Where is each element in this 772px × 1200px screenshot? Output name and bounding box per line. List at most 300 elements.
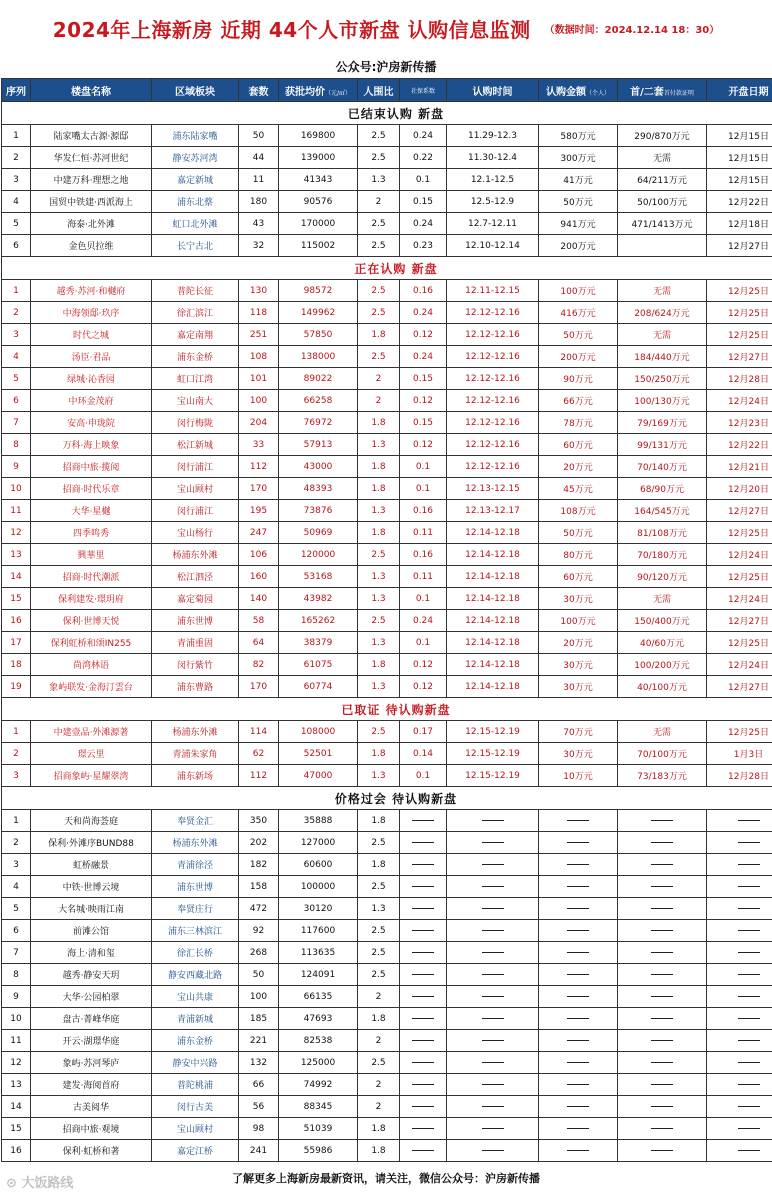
cell-district: 闵行古美 <box>152 1096 239 1118</box>
empty-dash <box>738 1040 760 1041</box>
cell-units: 160 <box>239 566 279 588</box>
cell-ratio: 2 <box>358 390 400 412</box>
cell-social-coef <box>400 876 447 898</box>
cell-units: 170 <box>239 478 279 500</box>
empty-dash <box>482 1084 504 1085</box>
cell-project-name: 绿城·沁香园 <box>31 368 152 390</box>
cell-district: 浦东金桥 <box>152 346 239 368</box>
cell-subscribe-amount <box>539 810 618 832</box>
cell-index: 4 <box>2 191 31 213</box>
cell-social-coef: 0.16 <box>400 544 447 566</box>
cell-ratio: 1.8 <box>358 522 400 544</box>
cell-units: 82 <box>239 654 279 676</box>
cell-project-name: 璟云里 <box>31 743 152 765</box>
cell-district: 宝山顾村 <box>152 1118 239 1140</box>
empty-dash <box>412 1128 434 1129</box>
cell-units: 50 <box>239 125 279 147</box>
cell-social-coef: 0.24 <box>400 125 447 147</box>
cell-subscribe-time: 12.12-12.16 <box>447 368 539 390</box>
table-row <box>2 743 772 765</box>
page-title-bar <box>0 0 772 56</box>
cell-ratio: 2 <box>358 1074 400 1096</box>
cell-social-coef: 0.23 <box>400 235 447 257</box>
empty-dash <box>567 952 589 953</box>
empty-dash <box>482 1062 504 1063</box>
cell-project-name: 招商象屿·星耀翠湾 <box>31 765 152 787</box>
table-row <box>2 832 772 854</box>
cell-social-coef: 0.1 <box>400 765 447 787</box>
cell-social-coef: 0.16 <box>400 280 447 302</box>
table-row <box>2 456 772 478</box>
cell-project-name: 保利·虹桥和著 <box>31 1140 152 1162</box>
cell-subscribe-time <box>447 920 539 942</box>
cell-district: 青浦朱家角 <box>152 743 239 765</box>
empty-dash <box>651 1018 673 1019</box>
cell-units: 170 <box>239 676 279 698</box>
cell-units: 241 <box>239 1140 279 1162</box>
cell-social-coef: 0.1 <box>400 588 447 610</box>
cell-open-date: 12月25日 <box>707 324 772 346</box>
empty-dash <box>567 1040 589 1041</box>
table-row <box>2 478 772 500</box>
cell-avg-price: 57913 <box>279 434 358 456</box>
cell-units: 158 <box>239 876 279 898</box>
cell-open-date: 12月25日 <box>707 566 772 588</box>
cell-first-second: 68/90万元 <box>618 478 707 500</box>
table-row <box>2 191 772 213</box>
cell-district: 浦东世博 <box>152 610 239 632</box>
cell-ratio: 2.5 <box>358 302 400 324</box>
cell-social-coef: 0.16 <box>400 500 447 522</box>
empty-dash <box>482 908 504 909</box>
cell-units: 32 <box>239 235 279 257</box>
cell-open-date <box>707 832 772 854</box>
cell-subscribe-time: 12.1-12.5 <box>447 169 539 191</box>
cell-index: 2 <box>2 832 31 854</box>
footer-note: 了解更多上海新房最新资讯，请关注，微信公众号：沪房新传播 <box>232 1172 540 1185</box>
cell-units: 98 <box>239 1118 279 1140</box>
cell-project-name: 海上·清和玺 <box>31 942 152 964</box>
cell-subscribe-amount: 30万元 <box>539 676 618 698</box>
cell-first-second: 40/100万元 <box>618 676 707 698</box>
empty-dash <box>482 1128 504 1129</box>
cell-avg-price: 74992 <box>279 1074 358 1096</box>
cell-open-date: 12月20日 <box>707 478 772 500</box>
cell-open-date: 12月15日 <box>707 169 772 191</box>
cell-first-second: 无需 <box>618 324 707 346</box>
cell-subscribe-amount <box>539 1052 618 1074</box>
cell-social-coef <box>400 986 447 1008</box>
cell-open-date: 12月22日 <box>707 191 772 213</box>
cell-subscribe-amount <box>539 920 618 942</box>
cell-subscribe-amount: 41万元 <box>539 169 618 191</box>
cell-subscribe-time <box>447 1030 539 1052</box>
cell-project-name: 中环金茂府 <box>31 390 152 412</box>
cell-district: 徐汇长桥 <box>152 942 239 964</box>
cell-social-coef: 0.12 <box>400 390 447 412</box>
table-row <box>2 721 772 743</box>
cell-social-coef <box>400 1052 447 1074</box>
cell-social-coef <box>400 942 447 964</box>
cell-district: 嘉定江桥 <box>152 1140 239 1162</box>
cell-subscribe-time <box>447 854 539 876</box>
cell-open-date <box>707 1008 772 1030</box>
table-row <box>2 544 772 566</box>
cell-district: 静安中兴路 <box>152 1052 239 1074</box>
cell-project-name: 越秀·静安天玥 <box>31 964 152 986</box>
cell-units: 118 <box>239 302 279 324</box>
cell-units: 130 <box>239 280 279 302</box>
cell-open-date: 12月25日 <box>707 280 772 302</box>
cell-subscribe-amount: 100万元 <box>539 280 618 302</box>
cell-social-coef: 0.12 <box>400 434 447 456</box>
cell-district: 青浦新城 <box>152 1008 239 1030</box>
cell-subscribe-time: 12.5-12.9 <box>447 191 539 213</box>
cell-district: 普陀桃浦 <box>152 1074 239 1096</box>
cell-ratio: 2.5 <box>358 213 400 235</box>
cell-district: 静安西藏北路 <box>152 964 239 986</box>
empty-dash <box>738 1084 760 1085</box>
table-row <box>2 1052 772 1074</box>
cell-ratio: 1.8 <box>358 1118 400 1140</box>
cell-avg-price: 113635 <box>279 942 358 964</box>
cell-index: 12 <box>2 522 31 544</box>
table-row <box>2 368 772 390</box>
cell-subscribe-amount <box>539 876 618 898</box>
cell-project-name: 招商·时代潮派 <box>31 566 152 588</box>
table-row <box>2 986 772 1008</box>
cell-district: 宝山南大 <box>152 390 239 412</box>
cell-avg-price: 88345 <box>279 1096 358 1118</box>
cell-project-name: 盘古·菁峰华庭 <box>31 1008 152 1030</box>
cell-index: 17 <box>2 632 31 654</box>
cell-open-date: 12月27日 <box>707 235 772 257</box>
cell-subscribe-amount: 108万元 <box>539 500 618 522</box>
cell-first-second: 290/870万元 <box>618 125 707 147</box>
cell-ratio: 2.5 <box>358 964 400 986</box>
cell-subscribe-time <box>447 832 539 854</box>
cell-subscribe-amount <box>539 1074 618 1096</box>
cell-avg-price: 47693 <box>279 1008 358 1030</box>
cell-open-date: 12月21日 <box>707 456 772 478</box>
cell-subscribe-amount: 60万元 <box>539 566 618 588</box>
cell-district: 宝山杨行 <box>152 522 239 544</box>
cell-units: 112 <box>239 456 279 478</box>
cell-district: 长宁古北 <box>152 235 239 257</box>
cell-subscribe-time: 12.14-12.18 <box>447 544 539 566</box>
cell-first-second: 164/545万元 <box>618 500 707 522</box>
cell-index: 3 <box>2 324 31 346</box>
cell-index: 11 <box>2 1030 31 1052</box>
cell-index: 16 <box>2 610 31 632</box>
empty-dash <box>567 1128 589 1129</box>
cell-units: 43 <box>239 213 279 235</box>
cell-project-name: 大华·星樾 <box>31 500 152 522</box>
cell-social-coef: 0.1 <box>400 478 447 500</box>
cell-avg-price: 90576 <box>279 191 358 213</box>
cell-district: 杨浦东外滩 <box>152 544 239 566</box>
cell-district: 松江新城 <box>152 434 239 456</box>
cell-subscribe-amount <box>539 1096 618 1118</box>
cell-avg-price: 52501 <box>279 743 358 765</box>
cell-first-second: 50/100万元 <box>618 191 707 213</box>
cell-open-date: 12月25日 <box>707 721 772 743</box>
cell-open-date <box>707 810 772 832</box>
cell-project-name: 興華里 <box>31 544 152 566</box>
empty-dash <box>412 1018 434 1019</box>
cell-district: 杨浦东外滩 <box>152 832 239 854</box>
cell-first-second: 70/140万元 <box>618 456 707 478</box>
empty-dash <box>738 930 760 931</box>
cell-subscribe-amount <box>539 942 618 964</box>
empty-dash <box>738 952 760 953</box>
cell-avg-price: 50969 <box>279 522 358 544</box>
cell-avg-price: 115002 <box>279 235 358 257</box>
cell-avg-price: 66258 <box>279 390 358 412</box>
cell-project-name: 开云·湖璟华庭 <box>31 1030 152 1052</box>
empty-dash <box>651 864 673 865</box>
empty-dash <box>738 908 760 909</box>
cell-subscribe-time: 12.13-12.17 <box>447 500 539 522</box>
cell-subscribe-amount: 60万元 <box>539 434 618 456</box>
cell-first-second: 无需 <box>618 721 707 743</box>
cell-district: 虹口江湾 <box>152 368 239 390</box>
table-row <box>2 1140 772 1162</box>
cell-units: 100 <box>239 986 279 1008</box>
table-row <box>2 235 772 257</box>
cell-subscribe-amount: 66万元 <box>539 390 618 412</box>
table-row <box>2 412 772 434</box>
empty-dash <box>651 1150 673 1151</box>
empty-dash <box>567 864 589 865</box>
cell-open-date: 12月28日 <box>707 765 772 787</box>
cell-open-date: 12月23日 <box>707 412 772 434</box>
cell-subscribe-amount: 416万元 <box>539 302 618 324</box>
empty-dash <box>482 952 504 953</box>
cell-units: 114 <box>239 721 279 743</box>
table-row <box>2 213 772 235</box>
cell-ratio: 1.8 <box>358 810 400 832</box>
cell-open-date: 12月24日 <box>707 544 772 566</box>
table-row <box>2 390 772 412</box>
cell-subscribe-time <box>447 1118 539 1140</box>
col-header-open-date: 开盘日期 <box>707 79 772 102</box>
cell-ratio: 1.8 <box>358 478 400 500</box>
cell-project-name: 陆家嘴太古源·源邸 <box>31 125 152 147</box>
empty-dash <box>482 820 504 821</box>
empty-dash <box>412 930 434 931</box>
empty-dash <box>482 1106 504 1107</box>
cell-open-date: 12月24日 <box>707 588 772 610</box>
listing-table <box>1 78 772 1162</box>
cell-index: 15 <box>2 1118 31 1140</box>
cell-index: 9 <box>2 456 31 478</box>
cell-index: 14 <box>2 566 31 588</box>
empty-dash <box>567 842 589 843</box>
table-row <box>2 810 772 832</box>
cell-project-name: 越秀·苏河·和樾府 <box>31 280 152 302</box>
cell-subscribe-time <box>447 876 539 898</box>
cell-project-name: 国贸中铁建·西派海上 <box>31 191 152 213</box>
cell-subscribe-amount: 30万元 <box>539 743 618 765</box>
cell-open-date <box>707 1118 772 1140</box>
cell-subscribe-amount: 30万元 <box>539 654 618 676</box>
cell-avg-price: 139000 <box>279 147 358 169</box>
cell-avg-price: 149962 <box>279 302 358 324</box>
cell-ratio: 2.5 <box>358 280 400 302</box>
empty-dash <box>482 930 504 931</box>
cell-first-second <box>618 1118 707 1140</box>
cell-district: 静安苏河湾 <box>152 147 239 169</box>
empty-dash <box>482 886 504 887</box>
cell-project-name: 象屿·苏河琴庐 <box>31 1052 152 1074</box>
cell-district: 闵行梅陇 <box>152 412 239 434</box>
cell-subscribe-time: 12.14-12.18 <box>447 610 539 632</box>
cell-first-second: 81/108万元 <box>618 522 707 544</box>
table-row <box>2 920 772 942</box>
cell-ratio: 2.5 <box>358 721 400 743</box>
cell-avg-price: 98572 <box>279 280 358 302</box>
cell-ratio: 2.5 <box>358 1052 400 1074</box>
cell-subscribe-amount: 941万元 <box>539 213 618 235</box>
cell-open-date: 12月24日 <box>707 390 772 412</box>
cell-index: 3 <box>2 854 31 876</box>
col-header-first-second: 首/二套首付款证明 <box>618 79 707 102</box>
empty-dash <box>412 1150 434 1151</box>
cell-subscribe-time <box>447 942 539 964</box>
cell-district: 浦东世博 <box>152 876 239 898</box>
cell-index: 1 <box>2 125 31 147</box>
cell-units: 132 <box>239 1052 279 1074</box>
table-header-row <box>2 79 772 102</box>
cell-project-name: 保利建发·璟玥府 <box>31 588 152 610</box>
cell-social-coef <box>400 832 447 854</box>
cell-social-coef: 0.14 <box>400 743 447 765</box>
cell-index: 9 <box>2 986 31 1008</box>
cell-units: 56 <box>239 1096 279 1118</box>
cell-avg-price: 73876 <box>279 500 358 522</box>
cell-units: 112 <box>239 765 279 787</box>
empty-dash <box>482 974 504 975</box>
empty-dash <box>567 886 589 887</box>
empty-dash <box>651 974 673 975</box>
cell-social-coef: 0.15 <box>400 412 447 434</box>
cell-district: 嘉定菊园 <box>152 588 239 610</box>
cell-first-second: 471/1413万元 <box>618 213 707 235</box>
cell-first-second <box>618 1074 707 1096</box>
cell-subscribe-amount: 100万元 <box>539 610 618 632</box>
cell-index: 18 <box>2 654 31 676</box>
cell-index: 1 <box>2 721 31 743</box>
cell-project-name: 金色贝拉维 <box>31 235 152 257</box>
cell-project-name: 招商·时代乐章 <box>31 478 152 500</box>
cell-subscribe-time <box>447 1008 539 1030</box>
cell-first-second <box>618 810 707 832</box>
cell-social-coef <box>400 854 447 876</box>
empty-dash <box>567 996 589 997</box>
page-title: 2024年上海新房 近期 44个人市新盘 认购信息监测 <box>52 17 531 42</box>
cell-subscribe-time: 11.29-12.3 <box>447 125 539 147</box>
cell-first-second <box>618 964 707 986</box>
col-header-units: 套数 <box>239 79 279 102</box>
cell-ratio: 1.3 <box>358 588 400 610</box>
cell-avg-price: 125000 <box>279 1052 358 1074</box>
col-header-price: 获批均价（元/㎡） <box>279 79 358 102</box>
cell-district: 浦东金桥 <box>152 1030 239 1052</box>
cell-subscribe-time <box>447 1140 539 1162</box>
cell-units: 182 <box>239 854 279 876</box>
cell-avg-price: 30120 <box>279 898 358 920</box>
table-row <box>2 942 772 964</box>
empty-dash <box>738 820 760 821</box>
cell-open-date: 12月27日 <box>707 346 772 368</box>
cell-project-name: 万科·海上映象 <box>31 434 152 456</box>
cell-index: 10 <box>2 1008 31 1030</box>
cell-first-second <box>618 876 707 898</box>
cell-subscribe-amount: 80万元 <box>539 544 618 566</box>
cell-avg-price: 89022 <box>279 368 358 390</box>
cell-subscribe-time: 12.15-12.19 <box>447 743 539 765</box>
cell-units: 221 <box>239 1030 279 1052</box>
cell-units: 66 <box>239 1074 279 1096</box>
cell-ratio: 2.5 <box>358 942 400 964</box>
cell-open-date <box>707 898 772 920</box>
cell-district: 闵行浦江 <box>152 500 239 522</box>
cell-ratio: 2 <box>358 986 400 1008</box>
cell-district: 宝山共康 <box>152 986 239 1008</box>
cell-units: 101 <box>239 368 279 390</box>
cell-subscribe-amount <box>539 986 618 1008</box>
col-header-name: 楼盘名称 <box>31 79 152 102</box>
table-row <box>2 434 772 456</box>
cell-subscribe-time: 12.12-12.16 <box>447 346 539 368</box>
cell-ratio: 2.5 <box>358 832 400 854</box>
cell-index: 6 <box>2 390 31 412</box>
cell-project-name: 时代之城 <box>31 324 152 346</box>
cell-subscribe-time <box>447 1074 539 1096</box>
cell-subscribe-amount: 50万元 <box>539 324 618 346</box>
cell-subscribe-amount <box>539 1030 618 1052</box>
cell-first-second <box>618 1096 707 1118</box>
cell-subscribe-amount: 200万元 <box>539 346 618 368</box>
empty-dash <box>567 820 589 821</box>
cell-social-coef: 0.24 <box>400 346 447 368</box>
table-row <box>2 964 772 986</box>
cell-subscribe-time <box>447 964 539 986</box>
cell-ratio: 1.8 <box>358 456 400 478</box>
cell-first-second <box>618 986 707 1008</box>
cell-subscribe-amount <box>539 832 618 854</box>
table-row <box>2 1096 772 1118</box>
cell-units: 106 <box>239 544 279 566</box>
empty-dash <box>412 1084 434 1085</box>
cell-social-coef <box>400 920 447 942</box>
cell-social-coef: 0.17 <box>400 721 447 743</box>
cell-open-date: 12月25日 <box>707 522 772 544</box>
cell-subscribe-time: 12.14-12.18 <box>447 588 539 610</box>
cell-avg-price: 108000 <box>279 721 358 743</box>
empty-dash <box>738 974 760 975</box>
cell-subscribe-time: 12.12-12.16 <box>447 456 539 478</box>
cell-social-coef <box>400 810 447 832</box>
cell-avg-price: 100000 <box>279 876 358 898</box>
cell-subscribe-amount: 50万元 <box>539 191 618 213</box>
cell-project-name: 建发·海阅首府 <box>31 1074 152 1096</box>
cell-social-coef <box>400 1140 447 1162</box>
cell-index: 13 <box>2 1074 31 1096</box>
cell-index: 13 <box>2 544 31 566</box>
section-title: 正在认购 新盘 <box>2 257 772 280</box>
